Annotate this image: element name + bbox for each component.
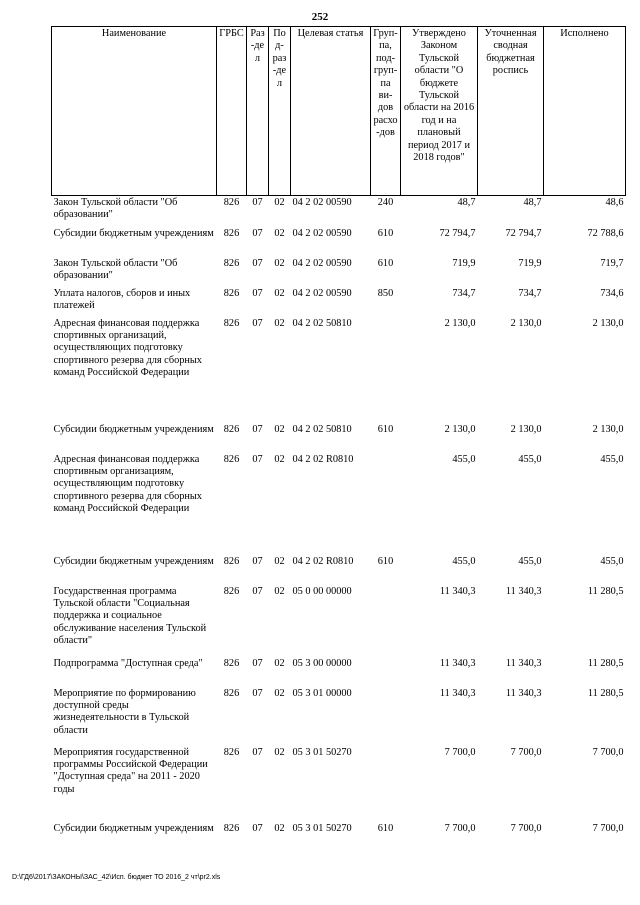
cell-grbs: 826 [223,687,240,699]
cell-target: 05 3 01 00000 [292,687,352,699]
cell-refined: 72 794,7 [505,227,542,239]
budget-table [51,26,626,852]
cell-podrazdel: 02 [274,687,285,699]
table-row [52,317,626,423]
cell-podrazdel: 02 [274,317,285,329]
cell-target: 04 2 02 50810 [292,423,352,435]
cell-grbs: 826 [223,555,240,567]
cell-name: Государственная программа Тульской области "Социальная поддержка и социальное обслуживание населения Тульской области" [53,585,207,647]
cell-grbs: 826 [223,227,240,239]
file-path-footer: D:\ГД6\2017\ЗАКОНЫ\ЗАС_42\Исп. бюджет ТО 2016_2 чт\pr2.xls [12,874,221,881]
col-header-grbs: ГРБС [217,27,247,196]
cell-podrazdel: 02 [274,585,285,597]
table-row [52,687,626,746]
table-row [52,453,626,555]
cell-target: 04 2 02 00590 [292,257,352,269]
cell-target: 04 2 02 00590 [292,197,352,208]
cell-podrazdel: 02 [274,227,285,239]
cell-razdel: 07 [252,657,263,669]
cell-executed: 7 700,0 [592,746,624,758]
cell-group: 610 [377,555,394,567]
cell-name: Субсидии бюджетным учреждениям [53,555,214,567]
cell-executed: 72 788,6 [587,227,624,239]
cell-refined: 11 340,3 [505,585,542,597]
cell-executed: 11 280,5 [587,585,624,597]
cell-group: 610 [377,257,394,269]
col-header-group: Груп-па, под-груп-па ви-дов расхо-дов [371,27,401,196]
table-row [52,822,626,852]
cell-target: 04 2 02 00590 [292,227,352,239]
cell-group: 610 [377,423,394,435]
cell-approved: 11 340,3 [439,687,476,699]
table-body [52,196,626,852]
cell-podrazdel: 02 [274,746,285,758]
col-header-executed: Исполнено [544,27,626,196]
table-row [52,585,626,657]
cell-name: Адресная финансовая поддержка спортивных организаций, осуществляющих подготовку спортивного резерва для сборных команд Российской Федерации [53,317,202,379]
cell-razdel: 07 [252,746,263,758]
cell-refined: 11 340,3 [505,687,542,699]
cell-approved: 2 130,0 [444,423,476,435]
table-row [52,746,626,822]
cell-refined: 734,7 [518,287,542,299]
cell-name: Подпрограмма "Доступная среда" [53,657,203,669]
col-header-razdel: Раз-дел [247,27,269,196]
cell-executed: 719,7 [600,257,624,269]
cell-razdel: 07 [252,287,263,299]
cell-podrazdel: 02 [274,657,285,669]
cell-approved: 7 700,0 [444,746,476,758]
cell-grbs: 826 [223,585,240,597]
cell-name: Закон Тульской области "Об образовании" [53,257,178,281]
cell-approved: 48,7 [457,197,476,208]
cell-grbs: 826 [223,453,240,465]
cell-executed: 455,0 [600,453,624,465]
cell-grbs: 826 [223,257,240,269]
cell-razdel: 07 [252,453,263,465]
cell-refined: 7 700,0 [510,822,542,834]
cell-group: 850 [377,287,394,299]
cell-name: Мероприятия государственной программы Российской Федерации "Доступная среда" на 2011 - 2020 годы [53,746,208,795]
table-row [52,555,626,585]
col-header-refined: Уточненная сводная бюджетная роспись [478,27,544,196]
cell-refined: 7 700,0 [510,746,542,758]
cell-target: 05 0 00 00000 [292,585,352,597]
table-row [52,287,626,317]
cell-grbs: 826 [223,197,240,208]
cell-grbs: 826 [223,822,240,834]
cell-grbs: 826 [223,287,240,299]
cell-group [371,585,401,657]
cell-name: Субсидии бюджетным учреждениям [53,822,214,834]
cell-name: Адресная финансовая поддержка спортивным организациям, осуществляющим подготовку спортивного резерва для сборных команд Российской Федерации [53,453,202,515]
cell-group [371,453,401,555]
table-row [52,227,626,257]
cell-group: 240 [377,197,394,208]
cell-name: Уплата налогов, сборов и иных платежей [53,287,191,311]
col-header-approved: Утверждено Законом Тульской области "О бюджете Тульской области на 2016 год и на плановый период 2017 и 2018 годов" [401,27,478,196]
cell-target: 05 3 01 50270 [292,746,352,758]
cell-approved: 7 700,0 [444,822,476,834]
cell-refined: 2 130,0 [510,423,542,435]
cell-target: 05 3 01 50270 [292,822,352,834]
cell-approved: 455,0 [452,453,476,465]
cell-approved: 734,7 [452,287,476,299]
cell-group [371,657,401,687]
cell-refined: 455,0 [518,453,542,465]
cell-approved: 455,0 [452,555,476,567]
cell-approved: 72 794,7 [439,227,476,239]
table-row [52,196,626,227]
cell-name: Субсидии бюджетным учреждениям [53,227,214,239]
col-header-target: Целевая статья [291,27,371,196]
cell-target: 05 3 00 00000 [292,657,352,669]
cell-razdel: 07 [252,687,263,699]
cell-executed: 11 280,5 [587,687,624,699]
cell-podrazdel: 02 [274,197,285,208]
cell-approved: 11 340,3 [439,585,476,597]
cell-podrazdel: 02 [274,287,285,299]
cell-executed: 734,6 [600,287,624,299]
page-number: 252 [311,11,329,23]
cell-grbs: 826 [223,423,240,435]
cell-name: Субсидии бюджетным учреждениям [53,423,214,435]
cell-name: Закон Тульской области "Об образовании" [53,197,178,221]
cell-group [371,687,401,746]
cell-razdel: 07 [252,197,263,208]
cell-razdel: 07 [252,555,263,567]
cell-razdel: 07 [252,317,263,329]
cell-razdel: 07 [252,257,263,269]
cell-grbs: 826 [223,657,240,669]
cell-target: 04 2 02 R0810 [292,555,354,567]
cell-executed: 11 280,5 [587,657,624,669]
cell-executed: 48,6 [605,197,624,208]
cell-target: 04 2 02 50810 [292,317,352,329]
cell-group [371,746,401,822]
cell-refined: 2 130,0 [510,317,542,329]
table-row [52,657,626,687]
cell-group [371,317,401,423]
cell-refined: 719,9 [518,257,542,269]
table-row [52,423,626,453]
cell-group: 610 [377,227,394,239]
cell-executed: 2 130,0 [592,317,624,329]
cell-executed: 2 130,0 [592,423,624,435]
header-row [52,27,626,196]
cell-podrazdel: 02 [274,555,285,567]
cell-refined: 11 340,3 [505,657,542,669]
table-row [52,257,626,287]
cell-podrazdel: 02 [274,257,285,269]
cell-refined: 455,0 [518,555,542,567]
cell-name: Мероприятие по формированию доступной среды жизнедеятельности в Тульской области [53,687,196,736]
col-header-podrazdel: Под-раз-дел [269,27,291,196]
cell-razdel: 07 [252,227,263,239]
cell-podrazdel: 02 [274,453,285,465]
cell-approved: 2 130,0 [444,317,476,329]
cell-grbs: 826 [223,317,240,329]
cell-approved: 719,9 [452,257,476,269]
cell-group: 610 [377,822,394,834]
cell-executed: 7 700,0 [592,822,624,834]
col-header-name: Наименование [52,27,217,196]
cell-podrazdel: 02 [274,423,285,435]
cell-razdel: 07 [252,822,263,834]
cell-grbs: 826 [223,746,240,758]
cell-approved: 11 340,3 [439,657,476,669]
cell-podrazdel: 02 [274,822,285,834]
cell-target: 04 2 02 00590 [292,287,352,299]
cell-executed: 455,0 [600,555,624,567]
cell-target: 04 2 02 R0810 [292,453,354,465]
cell-razdel: 07 [252,423,263,435]
cell-refined: 48,7 [523,197,542,208]
cell-razdel: 07 [252,585,263,597]
